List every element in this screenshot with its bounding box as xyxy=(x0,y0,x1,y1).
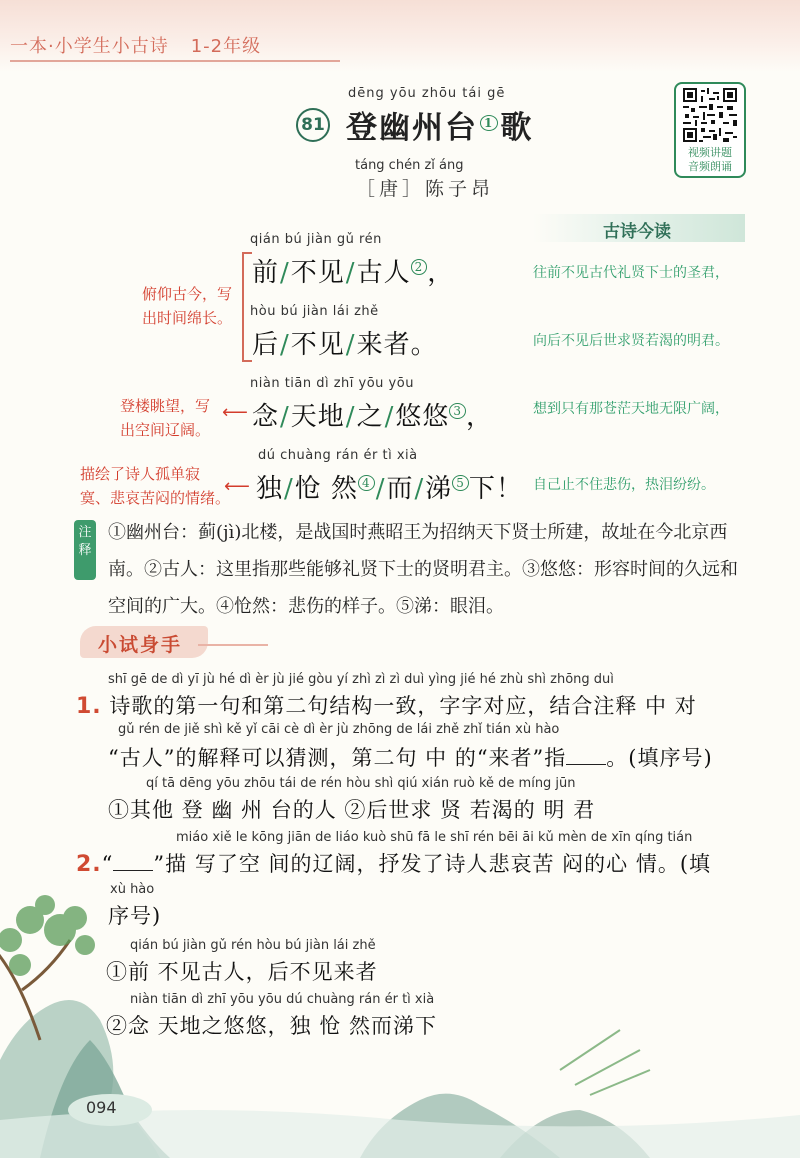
title-note-mark: 1 xyxy=(480,115,498,131)
poem-title xyxy=(346,102,533,147)
question-text: 。(填序号) xyxy=(606,746,713,770)
question-text: “ xyxy=(101,852,114,876)
q2-pinyin-1: miáo xiě le kōng jiān de liáo kuò shū fā le shī rén bēi āi kǔ mèn de xīn qíng tián xyxy=(176,830,693,845)
poem-word: 而 xyxy=(386,474,414,504)
poem-word: 怆 然 xyxy=(294,474,359,504)
poem-word: 天地 xyxy=(290,402,345,432)
poem-word: 来者 xyxy=(356,330,411,360)
punctuation: ， xyxy=(427,258,455,288)
annotation-text: 寞、悲哀苦闷的情绪。 xyxy=(80,489,231,507)
poem-line-4: 独/怆 然 $^4$ /而/涕 $^5$ 下！ xyxy=(256,474,523,504)
note-mark: 4 xyxy=(358,475,375,491)
qr-code-icon xyxy=(683,88,737,142)
notes-tag: 注释 xyxy=(74,520,96,580)
annotation-text: 登楼眺望，写 xyxy=(120,397,211,415)
punctuation: 。 xyxy=(410,330,438,360)
note-mark: 5 xyxy=(452,475,469,491)
poem-line-1: 前/不见/古人 $^2$ ， xyxy=(252,258,455,288)
q2-line-2: 序号) xyxy=(108,904,162,928)
poem-word: 悠悠 xyxy=(395,402,450,432)
question-text: ”描 写了空 间的辽阔，抒发了诗人悲哀苦 闷的心 情。(填 xyxy=(153,852,712,876)
poem-line-2: 后/不见/来者。 xyxy=(252,330,438,360)
practice-heading xyxy=(80,626,208,658)
q1-pinyin-3: qí tā dēng yōu zhōu tái de rén hòu shì qiú xián ruò kě de míng jūn xyxy=(146,776,576,791)
q2-option-1: ①前 不见古人，后不见来者 xyxy=(106,960,378,984)
qr-label-video: 视频讲题 xyxy=(688,146,732,159)
poem-word: 念 xyxy=(252,402,280,432)
translation-line-3: 想到只有那苍茫天地无限广阔， xyxy=(533,401,729,417)
q1-pinyin-1: shī gē de dì yī jù hé dì èr jù jié gòu yí zhì zì zì duì yìng jié hé zhù shì zhōng duì xyxy=(108,672,614,687)
q2-option-2: ②念 天地之悠悠，独 怆 然而涕下 xyxy=(106,1014,438,1038)
series-name: 一本·小学生小古诗 xyxy=(10,36,169,57)
author-pinyin: táng chén zǐ áng xyxy=(355,158,464,173)
question-number: 2. xyxy=(76,852,102,877)
question-text: “古人”的解释可以猜测，第二句 中 的“来者”指 xyxy=(108,746,567,770)
poem-word: 独 xyxy=(256,474,284,504)
poem-line-2-pinyin: hòu bú jiàn lái zhě xyxy=(250,304,379,319)
q2-pinyin-4: niàn tiān dì zhī yōu yōu dú chuàng rán ér tì xià xyxy=(130,992,435,1007)
q1-line-1 xyxy=(76,690,697,720)
q2-pinyin-2: xù hào xyxy=(110,882,155,897)
arrow-left-icon: ⟵ xyxy=(222,402,248,423)
answer-blank[interactable] xyxy=(113,852,153,871)
translation-line-4: 自己止不住悲伤，热泪纷纷。 xyxy=(533,477,715,493)
annotation-text: 出空间辽阔。 xyxy=(120,421,211,439)
poem-word: 下！ xyxy=(468,474,523,504)
practice-title: 小试身手 xyxy=(98,634,183,656)
q1-options: ①其他 登 幽 州 台的人 ②后世求 贤 若渴的 明 君 xyxy=(108,798,596,822)
annotation-time xyxy=(142,282,232,330)
note-mark: 2 xyxy=(411,259,428,275)
poem-number-badge: 81 xyxy=(296,108,330,142)
modern-reading-heading xyxy=(533,214,745,242)
poem-author: ［唐］陈子昂 xyxy=(356,178,495,200)
series-title xyxy=(10,32,261,58)
poem-word: 前 xyxy=(252,258,280,288)
title-text-b: 歌 xyxy=(500,110,534,146)
translation-line-2: 向后不见后世求贤若渴的明君。 xyxy=(533,333,729,349)
grade-label: 1-2年级 xyxy=(190,36,262,57)
header-divider xyxy=(10,60,340,62)
title-pinyin: dēng yōu zhōu tái gē xyxy=(348,86,506,101)
landscape-illustration xyxy=(0,870,800,1158)
poem-word: 古人 xyxy=(356,258,411,288)
annotation-text: 俯仰古今，写 xyxy=(142,285,233,303)
poem-word: 之 xyxy=(356,402,384,432)
poem-line-3: 念/天地/之/悠悠 $^3$ ， xyxy=(252,402,494,432)
note-mark: 3 xyxy=(449,403,466,419)
q2-pinyin-3: qián bú jiàn gǔ rén hòu bú jiàn lái zhě xyxy=(130,938,376,953)
heading-decoration xyxy=(198,644,268,646)
page-number: 094 xyxy=(86,1098,117,1117)
question-text: 诗歌的第一句和第二句结构一致，字字对应，结合注释 中 对 xyxy=(109,694,697,718)
poem-word: 后 xyxy=(252,330,280,360)
poem-word: 不见 xyxy=(290,258,345,288)
notes-text: ①幽州台：蓟(jì)北楼，是战国时燕昭王为招纳天下贤士所建，故址在今北京西南。②古人：这里指那些能够礼贤下士的贤明君主。③悠悠：形容时间的久远和空间的广大。④怆然：悲伤的样子。⑤涕：眼泪。 xyxy=(108,522,738,617)
modern-reading-title: 古诗今读 xyxy=(603,222,671,242)
qr-code-card[interactable] xyxy=(674,82,746,178)
translation-line-1: 往前不见古代礼贤下士的圣君， xyxy=(533,265,729,281)
annotation-emotion xyxy=(80,462,230,510)
annotation-space xyxy=(120,394,210,442)
qr-label-audio: 音频朗诵 xyxy=(688,160,732,173)
poem-word: 不见 xyxy=(290,330,345,360)
punctuation: ， xyxy=(466,402,494,432)
poem-word: 涕 xyxy=(425,474,453,504)
annotation-bracket xyxy=(242,252,252,362)
poem-line-1-pinyin: qián bú jiàn gǔ rén xyxy=(250,232,382,247)
annotation-text: 描绘了诗人孤单寂 xyxy=(80,465,201,483)
title-text-a: 登幽州台 xyxy=(346,110,478,146)
q1-line-2 xyxy=(108,742,713,772)
arrow-left-icon: ⟵ xyxy=(224,476,250,497)
annotation-text: 出时间绵长。 xyxy=(142,309,233,327)
poem-line-3-pinyin: niàn tiān dì zhī yōu yōu xyxy=(250,376,414,391)
question-number: 1. xyxy=(76,694,102,719)
answer-blank[interactable] xyxy=(566,746,606,765)
q1-pinyin-2: gǔ rén de jiě shì kě yǐ cāi cè dì èr jù zhōng de lái zhě zhǐ tián xù hào xyxy=(118,722,560,737)
poem-line-4-pinyin: dú chuàng rán ér tì xià xyxy=(258,448,418,463)
